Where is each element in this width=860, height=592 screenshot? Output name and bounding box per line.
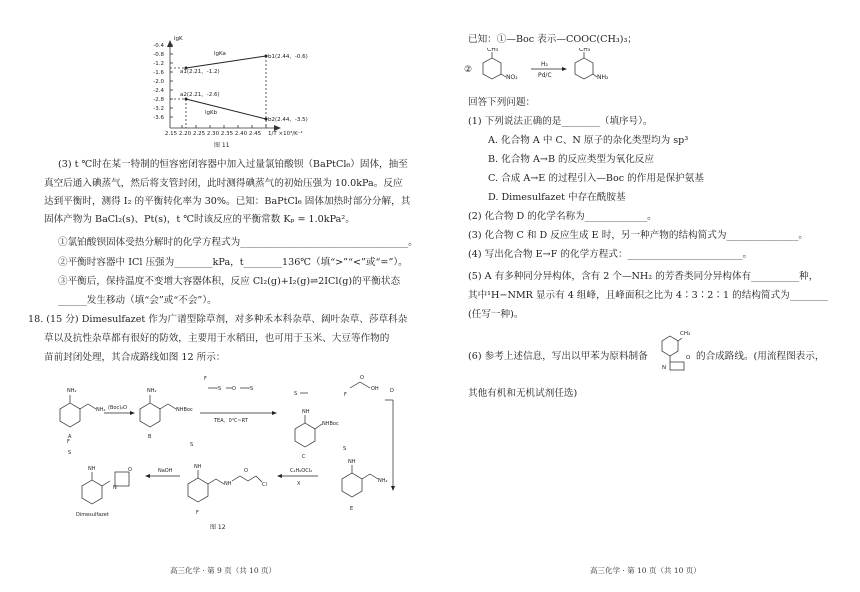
footer-right: 高三化学 · 第 10 页（共 10 页）: [590, 566, 701, 575]
q3-sub2: ②平衡时容器中 ICl 压强为________kPa，t________136℃（填“>”“<”或“=”）。: [58, 257, 408, 268]
label-b2: b2(2.44，-3.5): [268, 117, 308, 123]
reagent-c4h6ocl2: C₄H₆OCl₂: [290, 468, 313, 474]
q18-line2: 草以及抗性杂草都有很好的防效，主要用于水稻田，也可用于玉米、大豆等作物的: [44, 333, 390, 344]
q3-sub1: ①氯铂酸钡固体受热分解时的化学方程式为___________________________________。: [58, 237, 418, 248]
figure-11-caption: 图 11: [214, 142, 230, 149]
q3-right: (3) 化合物 C 和 D 反应生成 E 时，另一种产物的结构简式为_______________。: [468, 230, 808, 241]
label-a1: a1(2.21，-1.2): [180, 69, 220, 75]
y-tick: -2.0: [153, 78, 164, 85]
c-nh: NH: [302, 409, 310, 415]
f-nh: NH: [224, 481, 232, 487]
label-e: E: [350, 506, 354, 512]
reagent-boc2o: (Boc)₂O: [108, 405, 128, 411]
line-lgkb: [186, 99, 266, 119]
tf2o-s1: S: [218, 386, 222, 392]
q1-option-a: A. 化合物 A 中 C、N 原子的杂化类型均为 sp³: [488, 135, 689, 146]
tf2o-s2: S: [250, 386, 254, 392]
x-tick: 2.20: [178, 131, 192, 137]
q4: (4) 写出化合物 E→F 的化学方程式：________________________。: [468, 249, 753, 260]
q3-sub3b: ______发生移动（填“会”或“不会”）。: [58, 295, 217, 306]
q6-line1b: 的合成路线。(用流程图表示，: [696, 351, 825, 362]
x-tick: 2.30: [206, 131, 220, 137]
x-tick: 2.45: [248, 131, 262, 137]
q3-line3: 达到平衡时，测得 I₂ 的平衡转化率为 30%。已知：BaPtCl₆ 固体加热时部分分解，其: [44, 196, 411, 207]
x-axis-label: 1/T ×10³/K⁻¹: [268, 131, 303, 137]
y-axis-label: lgK: [174, 36, 183, 42]
q18-line1: 18. (15 分) Dimesulfazet 作为广谱型除草剂，对多种禾本科杂草、阔叶杂草、莎草科杂: [28, 314, 408, 325]
d-f: F: [344, 392, 347, 398]
reagent-x: X: [297, 481, 301, 487]
pdc-label: Pd/C: [538, 72, 552, 79]
q1-stem: (1) 下列说法正确的是________（填序号）。: [468, 116, 653, 127]
q5-line1: (5) A 有多种同分异构体，含有 2 个—NH₂ 的芳香类同分异构体有__________种，: [468, 271, 819, 282]
q3-line1: (3) t ℃时在某一特制的恒容密闭容器中加入过量氯铂酸钡（BaPtCl₆）固体，抽至: [58, 159, 408, 170]
line-lgkb-label: lgKb: [205, 110, 218, 116]
right-page: [430, 0, 860, 592]
figure-12-caption: 图 12: [210, 524, 226, 531]
label-dimesulfazet: Dimesulfazet: [76, 512, 109, 518]
known-boc: 已知：①—Boc 表示—COOC(CH₃)₃；: [468, 34, 637, 45]
f-cl: Cl: [262, 482, 267, 488]
e-s: S: [343, 446, 347, 452]
b-nh2: NH₂: [147, 388, 157, 394]
known-2-number: ②: [464, 65, 473, 75]
ch3-label: CH₃: [579, 48, 591, 53]
y-tick: -0.8: [153, 51, 164, 58]
q18-line3: 苗前封闭处理，其合成路线如图 12 所示：: [44, 352, 226, 363]
dim-f: F: [67, 439, 70, 445]
x-tick: 2.40: [234, 131, 248, 137]
y-tick: -1.2: [153, 60, 164, 67]
q1-option-c: C. 合成 A→E 的过程引入—Boc 的作用是保护氨基: [488, 173, 704, 184]
y-tick: -3.6: [153, 114, 164, 121]
known-reaction-nitro-reduction: [464, 48, 664, 88]
x-tick: 2.15: [164, 131, 178, 137]
x-tick: 2.25: [192, 131, 206, 137]
label-b: B: [148, 434, 152, 440]
q5-line3: (任写一种)。: [468, 309, 524, 320]
y-tick: -3.2: [153, 105, 164, 112]
y-tick: -1.6: [153, 69, 164, 76]
d-o: O: [360, 375, 364, 381]
dim-nh: NH: [88, 466, 96, 472]
h2-label: H₂: [541, 61, 548, 68]
label-b1: b1(2.44，-0.6): [268, 54, 308, 60]
q6-line2: 其他有机和无机试剂任选): [468, 388, 578, 399]
line-lgka-label: lgKa: [214, 51, 226, 57]
q6-n: N: [662, 365, 667, 371]
label-a: A: [68, 434, 72, 440]
y-tick: -0.4: [153, 42, 164, 49]
tf2o-f: F: [204, 376, 207, 382]
label-d: D: [390, 388, 394, 394]
label-c: C: [302, 454, 306, 460]
d-oh: OH: [371, 386, 379, 392]
line-lgka: [186, 56, 266, 68]
reagent-tea: TEA，0℃~RT: [214, 418, 248, 424]
q5-line2: 其中¹H−NMR 显示有 4 组峰，且峰面积之比为 4∶3∶2∶1 的结构简式为________: [468, 290, 829, 301]
q6-line1: (6) 参考上述信息，写出以甲苯为原料制备: [468, 351, 648, 362]
b-nhboc: NHBoc: [176, 407, 193, 413]
q6-o: O: [686, 355, 691, 361]
no2-label: NO₂: [506, 74, 518, 81]
dim-o: O: [128, 467, 132, 473]
e-nh2: NH₂: [378, 478, 388, 484]
label-a2: a2(2.21，-2.6): [180, 92, 220, 98]
label-f: F: [196, 510, 199, 516]
ch3-label: CH₃: [487, 48, 499, 53]
f-nh: NH: [194, 464, 202, 470]
c-nhboc: NHBoc: [322, 421, 339, 427]
q1-option-d: D. Dimesulfazet 中存在酰胺基: [488, 192, 626, 203]
q3-line4: 固体产物为 BaCl₂(s)、Pt(s)，t ℃时该反应的平衡常数 Kₚ = 1.0kPa²。: [44, 214, 355, 225]
q6-target-structure: [658, 322, 702, 372]
y-tick: -2.8: [153, 96, 164, 103]
reagent-naoh: NaOH: [158, 468, 173, 474]
y-tick: -2.4: [153, 87, 164, 94]
q3-line2: 真空后通入碘蒸气，然后将支管封闭，此时测得碘蒸气的初始压强为 10.0kPa。反应: [44, 178, 403, 189]
q2: (2) 化合物 D 的化学名称为_____________。: [468, 211, 657, 222]
q1-option-b: B. 化合物 A→B 的反应类型为氧化反应: [488, 154, 654, 165]
a-nh2-side: NH₂: [96, 407, 106, 413]
a-nh2: NH₂: [67, 388, 77, 394]
x-tick: 2.35: [220, 131, 234, 137]
dim-s: S: [68, 450, 72, 456]
e-nh: NH: [348, 459, 356, 465]
figure-11-graph: [0, 0, 430, 150]
nh2-label: NH₂: [597, 74, 609, 81]
c-s: S: [294, 391, 298, 397]
f-s: S: [190, 442, 194, 448]
tf2o-o: O: [232, 386, 236, 392]
f-o: O: [244, 468, 248, 474]
footer-left: 高三化学 · 第 9 页（共 10 页）: [170, 566, 277, 575]
answer-prompt: 回答下列问题：: [468, 97, 536, 108]
synthesis-scheme: [0, 368, 430, 538]
dim-n: N: [113, 485, 117, 491]
q3-sub3: ③平衡后，保持温度不变增大容器体积，反应 Cl₂(g)+I₂(g)⇌2ICl(g)的平衡状态: [58, 276, 401, 287]
q6-ch3: CH₃: [680, 331, 691, 337]
